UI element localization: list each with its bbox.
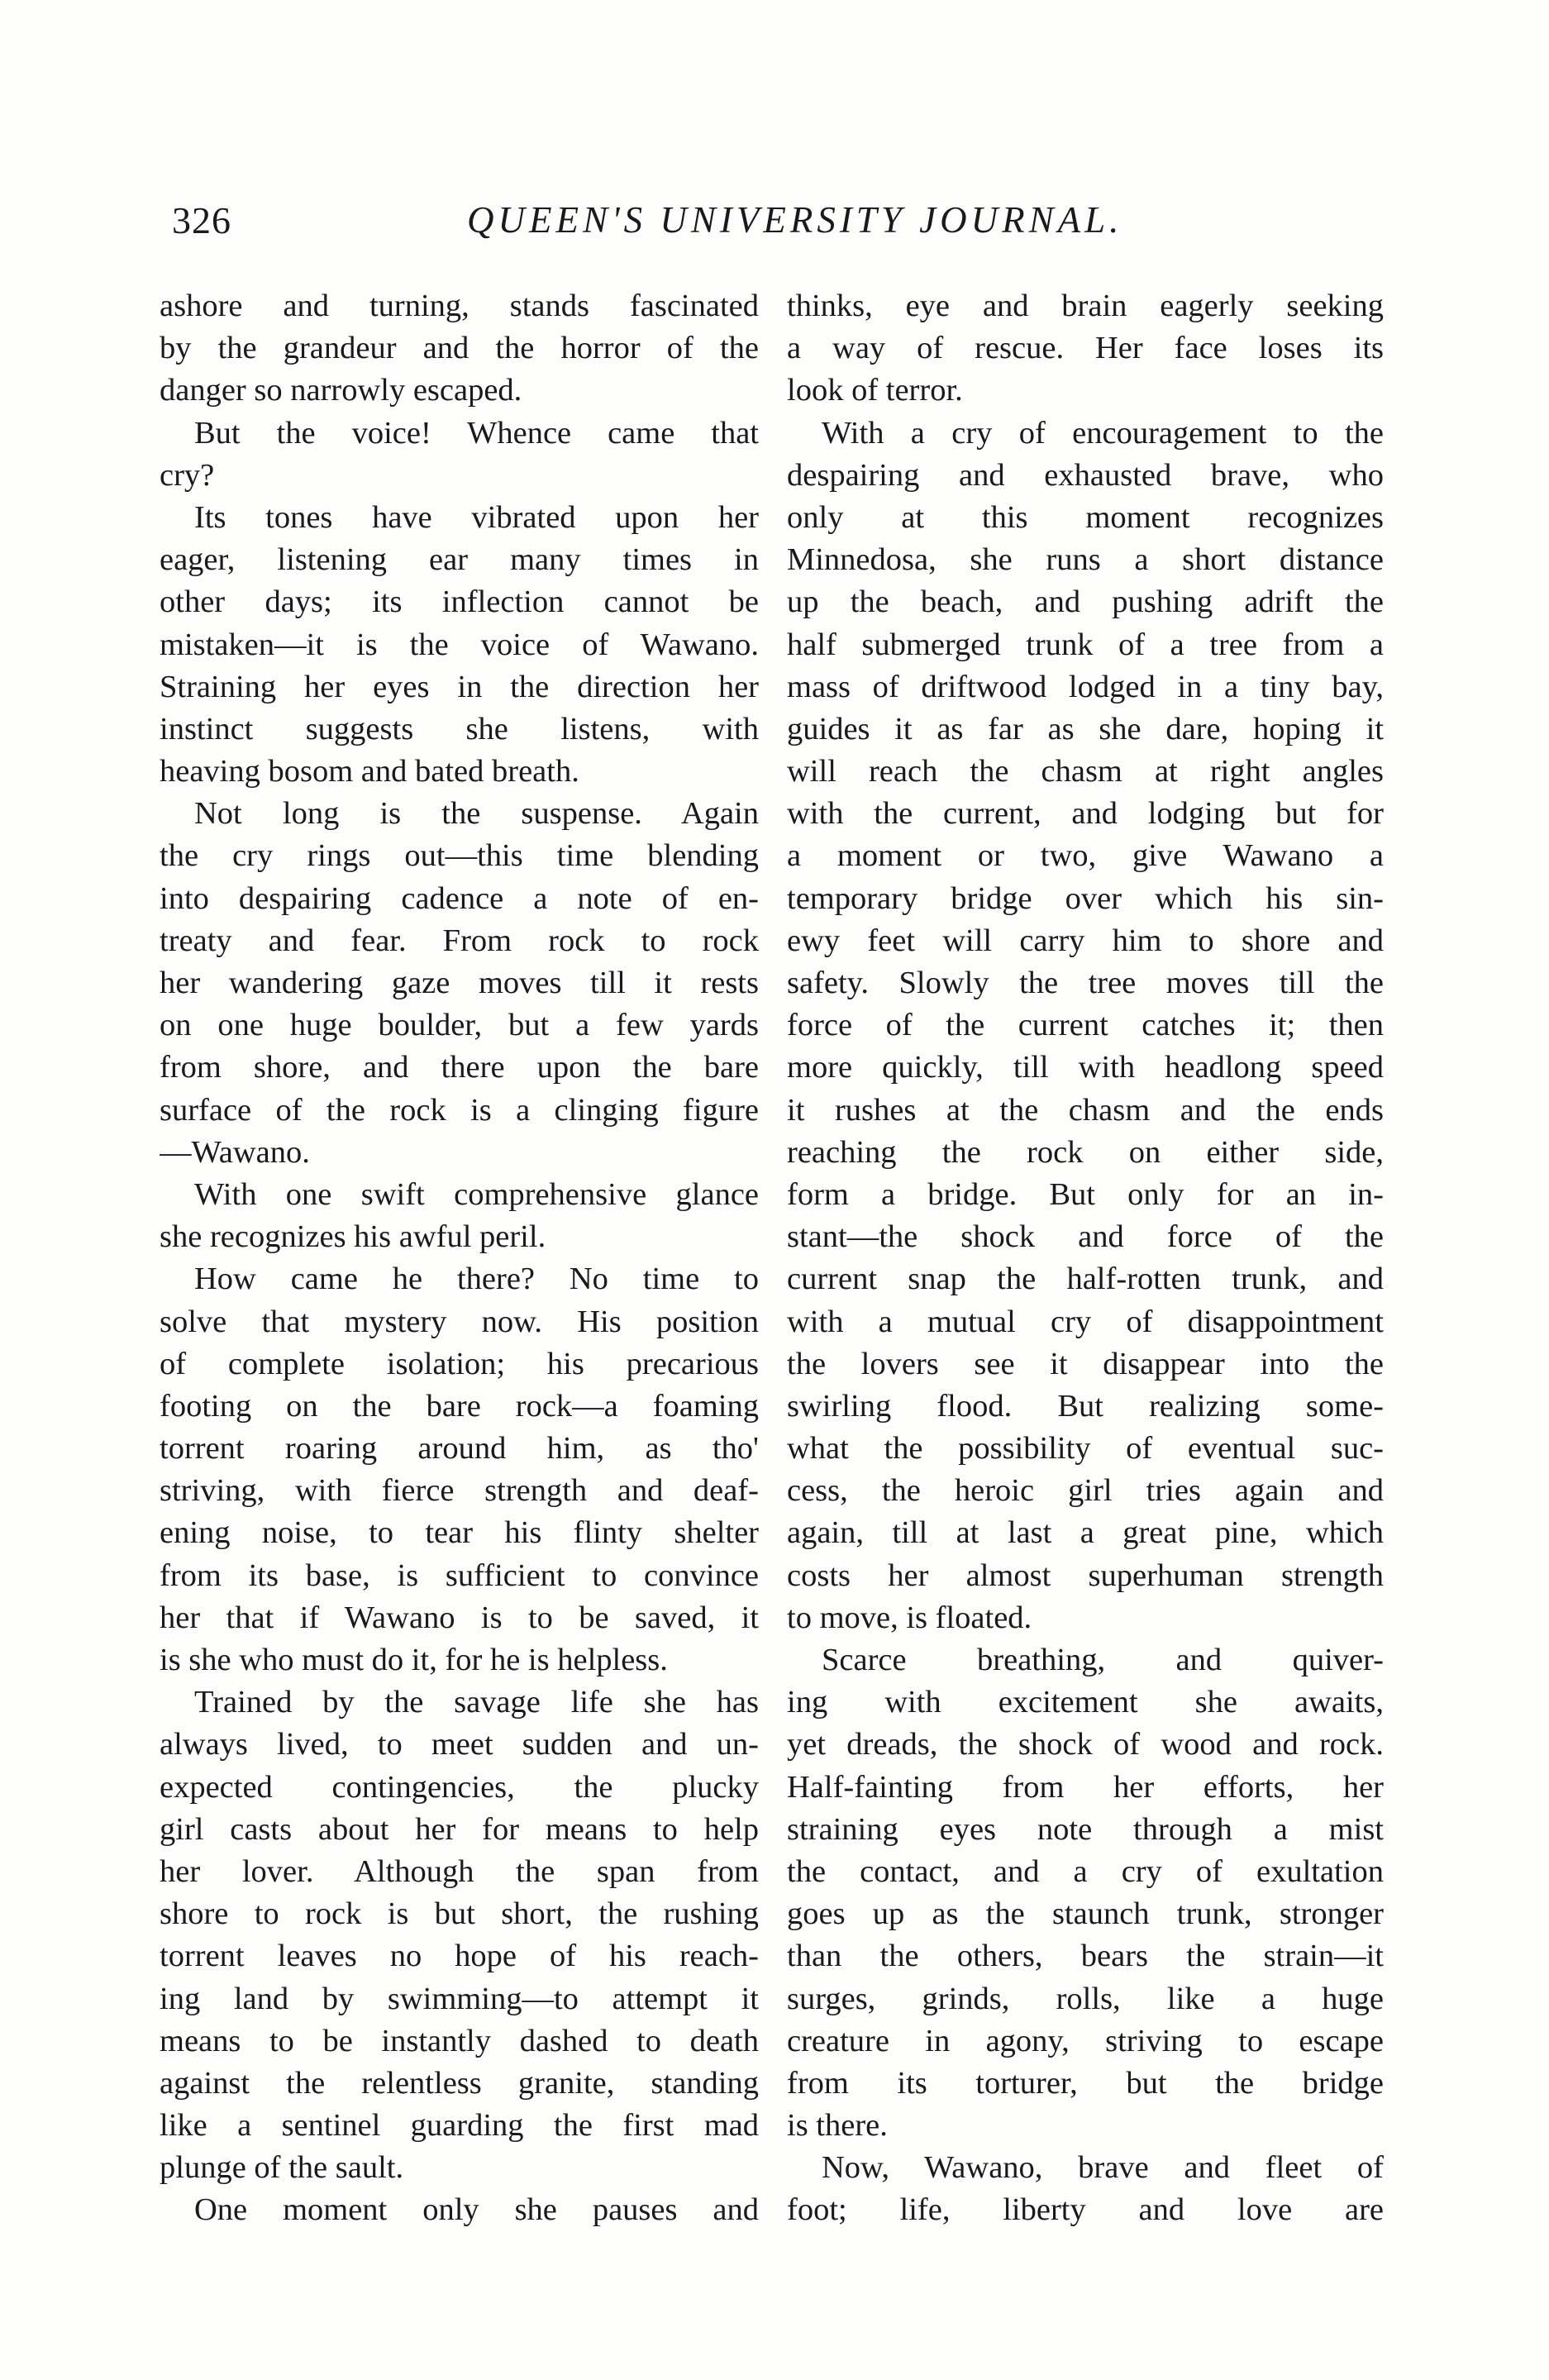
text-line: Scarce breathing, and quiver- (822, 1643, 1384, 1677)
text-line: plunge of the sault. (160, 2150, 404, 2186)
text-line: a moment or two, give Wawano a (787, 838, 1384, 874)
text-line: With one swift comprehensive glance (194, 1176, 759, 1212)
text-line: like a sentinel guarding the first mad (160, 2108, 759, 2144)
text-line: on one huge boulder, but a few yards (160, 1008, 759, 1043)
text-line: shore to rock is but short, the rushing (160, 1896, 759, 1932)
text-line: mistaken—it is the voice of Wawano. (160, 627, 759, 662)
text-line: up the beach, and pushing adrift the (787, 584, 1384, 620)
text-line: form a bridge. But only for an in- (787, 1176, 1384, 1212)
text-line: the cry rings out—this time blending (160, 838, 759, 874)
text-line: will reach the chasm at right angles (787, 754, 1384, 789)
text-line: torrent leaves no hope of his reach- (160, 1939, 759, 1974)
text-line: ing land by swimming—to attempt it (160, 1981, 759, 2016)
text-line: goes up as the staunch trunk, stronger (787, 1896, 1384, 1932)
text-line: her wandering gaze moves till it rests (160, 966, 759, 1000)
text-line: more quickly, till with headlong speed (787, 1050, 1384, 1085)
text-line: striving, with fierce strength and deaf- (160, 1473, 759, 1509)
journal-title: QUEEN'S UNIVERSITY JOURNAL. (467, 199, 1123, 241)
text-line: Not long is the suspense. Again (194, 796, 759, 832)
text-line: foot; life, liberty and love are (787, 2192, 1384, 2228)
text-line: ashore and turning, stands fascinated (160, 289, 759, 323)
text-line: footing on the bare rock—a foaming (160, 1388, 759, 1424)
text-line: solve that mystery now. His position (160, 1304, 759, 1339)
text-line: by the grandeur and the horror of the (160, 331, 759, 366)
text-line: her that if Wawano is to be saved, it (160, 1600, 759, 1635)
text-line: the lovers see it disappear into the (787, 1346, 1384, 1381)
text-line: safety. Slowly the tree moves till the (787, 966, 1384, 1000)
text-line: the contact, and a cry of exultation (787, 1853, 1384, 1889)
text-line: Minnedosa, she runs a short distance (787, 542, 1384, 578)
text-line: eager, listening ear many times in (160, 542, 759, 578)
text-line: current snap the half-rotten trunk, and (787, 1262, 1384, 1297)
text-line: of complete isolation; his precarious (160, 1346, 759, 1381)
text-line: cry? (160, 457, 215, 493)
text-line: only at this moment recognizes (787, 499, 1384, 535)
text-line: torrent roaring around him, as tho' (160, 1431, 759, 1467)
text-line: instinct suggests she listens, with (160, 711, 759, 746)
text-line: is she who must do it, for he is helpless. (160, 1643, 668, 1677)
text-line: With a cry of encouragement to the (822, 415, 1384, 451)
text-line: temporary bridge over which his sin- (787, 880, 1384, 916)
text-line: But the voice! Whence came that (194, 415, 759, 451)
text-line: a way of rescue. Her face loses its (787, 331, 1384, 366)
text-line: half submerged trunk of a tree from a (787, 627, 1384, 662)
text-line: Half-fainting from her efforts, her (787, 1769, 1384, 1805)
text-line: force of the current catches it; then (787, 1008, 1384, 1043)
text-line: again, till at last a great pine, which (787, 1515, 1384, 1551)
text-line: ening noise, to tear his flinty shelter (160, 1515, 759, 1551)
text-line: her lover. Although the span from (160, 1853, 759, 1889)
text-line: with the current, and lodging but for (787, 796, 1384, 832)
text-line: from its base, is sufficient to convince (160, 1557, 759, 1593)
text-line: she recognizes his awful peril. (160, 1219, 546, 1255)
text-line: One moment only she pauses and (194, 2192, 759, 2228)
text-line: cess, the heroic girl tries again and (787, 1473, 1384, 1509)
text-line: yet dreads, the shock of wood and rock. (787, 1727, 1384, 1762)
text-line: ewy feet will carry him to shore and (787, 923, 1384, 958)
text-line: thinks, eye and brain eagerly seeking (787, 289, 1384, 323)
text-line: Straining her eyes in the direction her (160, 669, 759, 704)
text-line: ing with excitement she awaits, (787, 1685, 1384, 1720)
text-line: from its torturer, but the bridge (787, 2065, 1384, 2101)
text-line: against the relentless granite, standing (160, 2065, 759, 2101)
text-line: swirling flood. But realizing some- (787, 1388, 1384, 1424)
text-line: stant—the shock and force of the (787, 1219, 1384, 1255)
text-line: girl casts about her for means to help (160, 1811, 759, 1847)
text-line: heaving bosom and bated breath. (160, 754, 579, 789)
text-line: from shore, and there upon the bare (160, 1050, 759, 1085)
text-line: Trained by the savage life she has (194, 1685, 759, 1720)
text-line: means to be instantly dashed to death (160, 2023, 759, 2058)
page-number: 326 (172, 199, 231, 241)
text-line: other days; its inflection cannot be (160, 584, 759, 620)
text-line: look of terror. (787, 373, 963, 408)
text-line: Now, Wawano, brave and fleet of (822, 2150, 1384, 2186)
text-line: straining eyes note through a mist (787, 1811, 1384, 1847)
text-line: reaching the rock on either side, (787, 1134, 1384, 1170)
text-line: what the possibility of eventual suc- (787, 1431, 1384, 1467)
text-line: surface of the rock is a clinging figure (160, 1092, 759, 1128)
text-line: it rushes at the chasm and the ends (787, 1092, 1384, 1128)
running-head (165, 198, 1389, 256)
text-line: danger so narrowly escaped. (160, 373, 522, 408)
text-line: into despairing cadence a note of en- (160, 880, 759, 916)
right-text-column (787, 285, 1384, 2232)
text-line: with a mutual cry of disappointment (787, 1304, 1384, 1339)
text-line: to move, is floated. (787, 1600, 1032, 1635)
text-line: treaty and fear. From rock to rock (160, 923, 759, 958)
text-line: How came he there? No time to (194, 1262, 759, 1297)
text-line: —Wawano. (160, 1134, 310, 1170)
left-text-column (160, 285, 759, 2232)
text-line: surges, grinds, rolls, like a huge (787, 1981, 1384, 2016)
text-line: despairing and exhausted brave, who (787, 457, 1384, 493)
text-line: always lived, to meet sudden and un- (160, 1727, 759, 1762)
text-line: than the others, bears the strain—it (787, 1939, 1384, 1974)
text-line: guides it as far as she dare, hoping it (787, 711, 1384, 746)
text-line: expected contingencies, the plucky (160, 1769, 759, 1805)
text-line: Its tones have vibrated upon her (194, 499, 759, 535)
text-line: costs her almost superhuman strength (787, 1557, 1384, 1593)
text-line: mass of driftwood lodged in a tiny bay, (787, 669, 1384, 704)
text-line: is there. (787, 2108, 888, 2144)
text-line: creature in agony, striving to escape (787, 2023, 1384, 2058)
